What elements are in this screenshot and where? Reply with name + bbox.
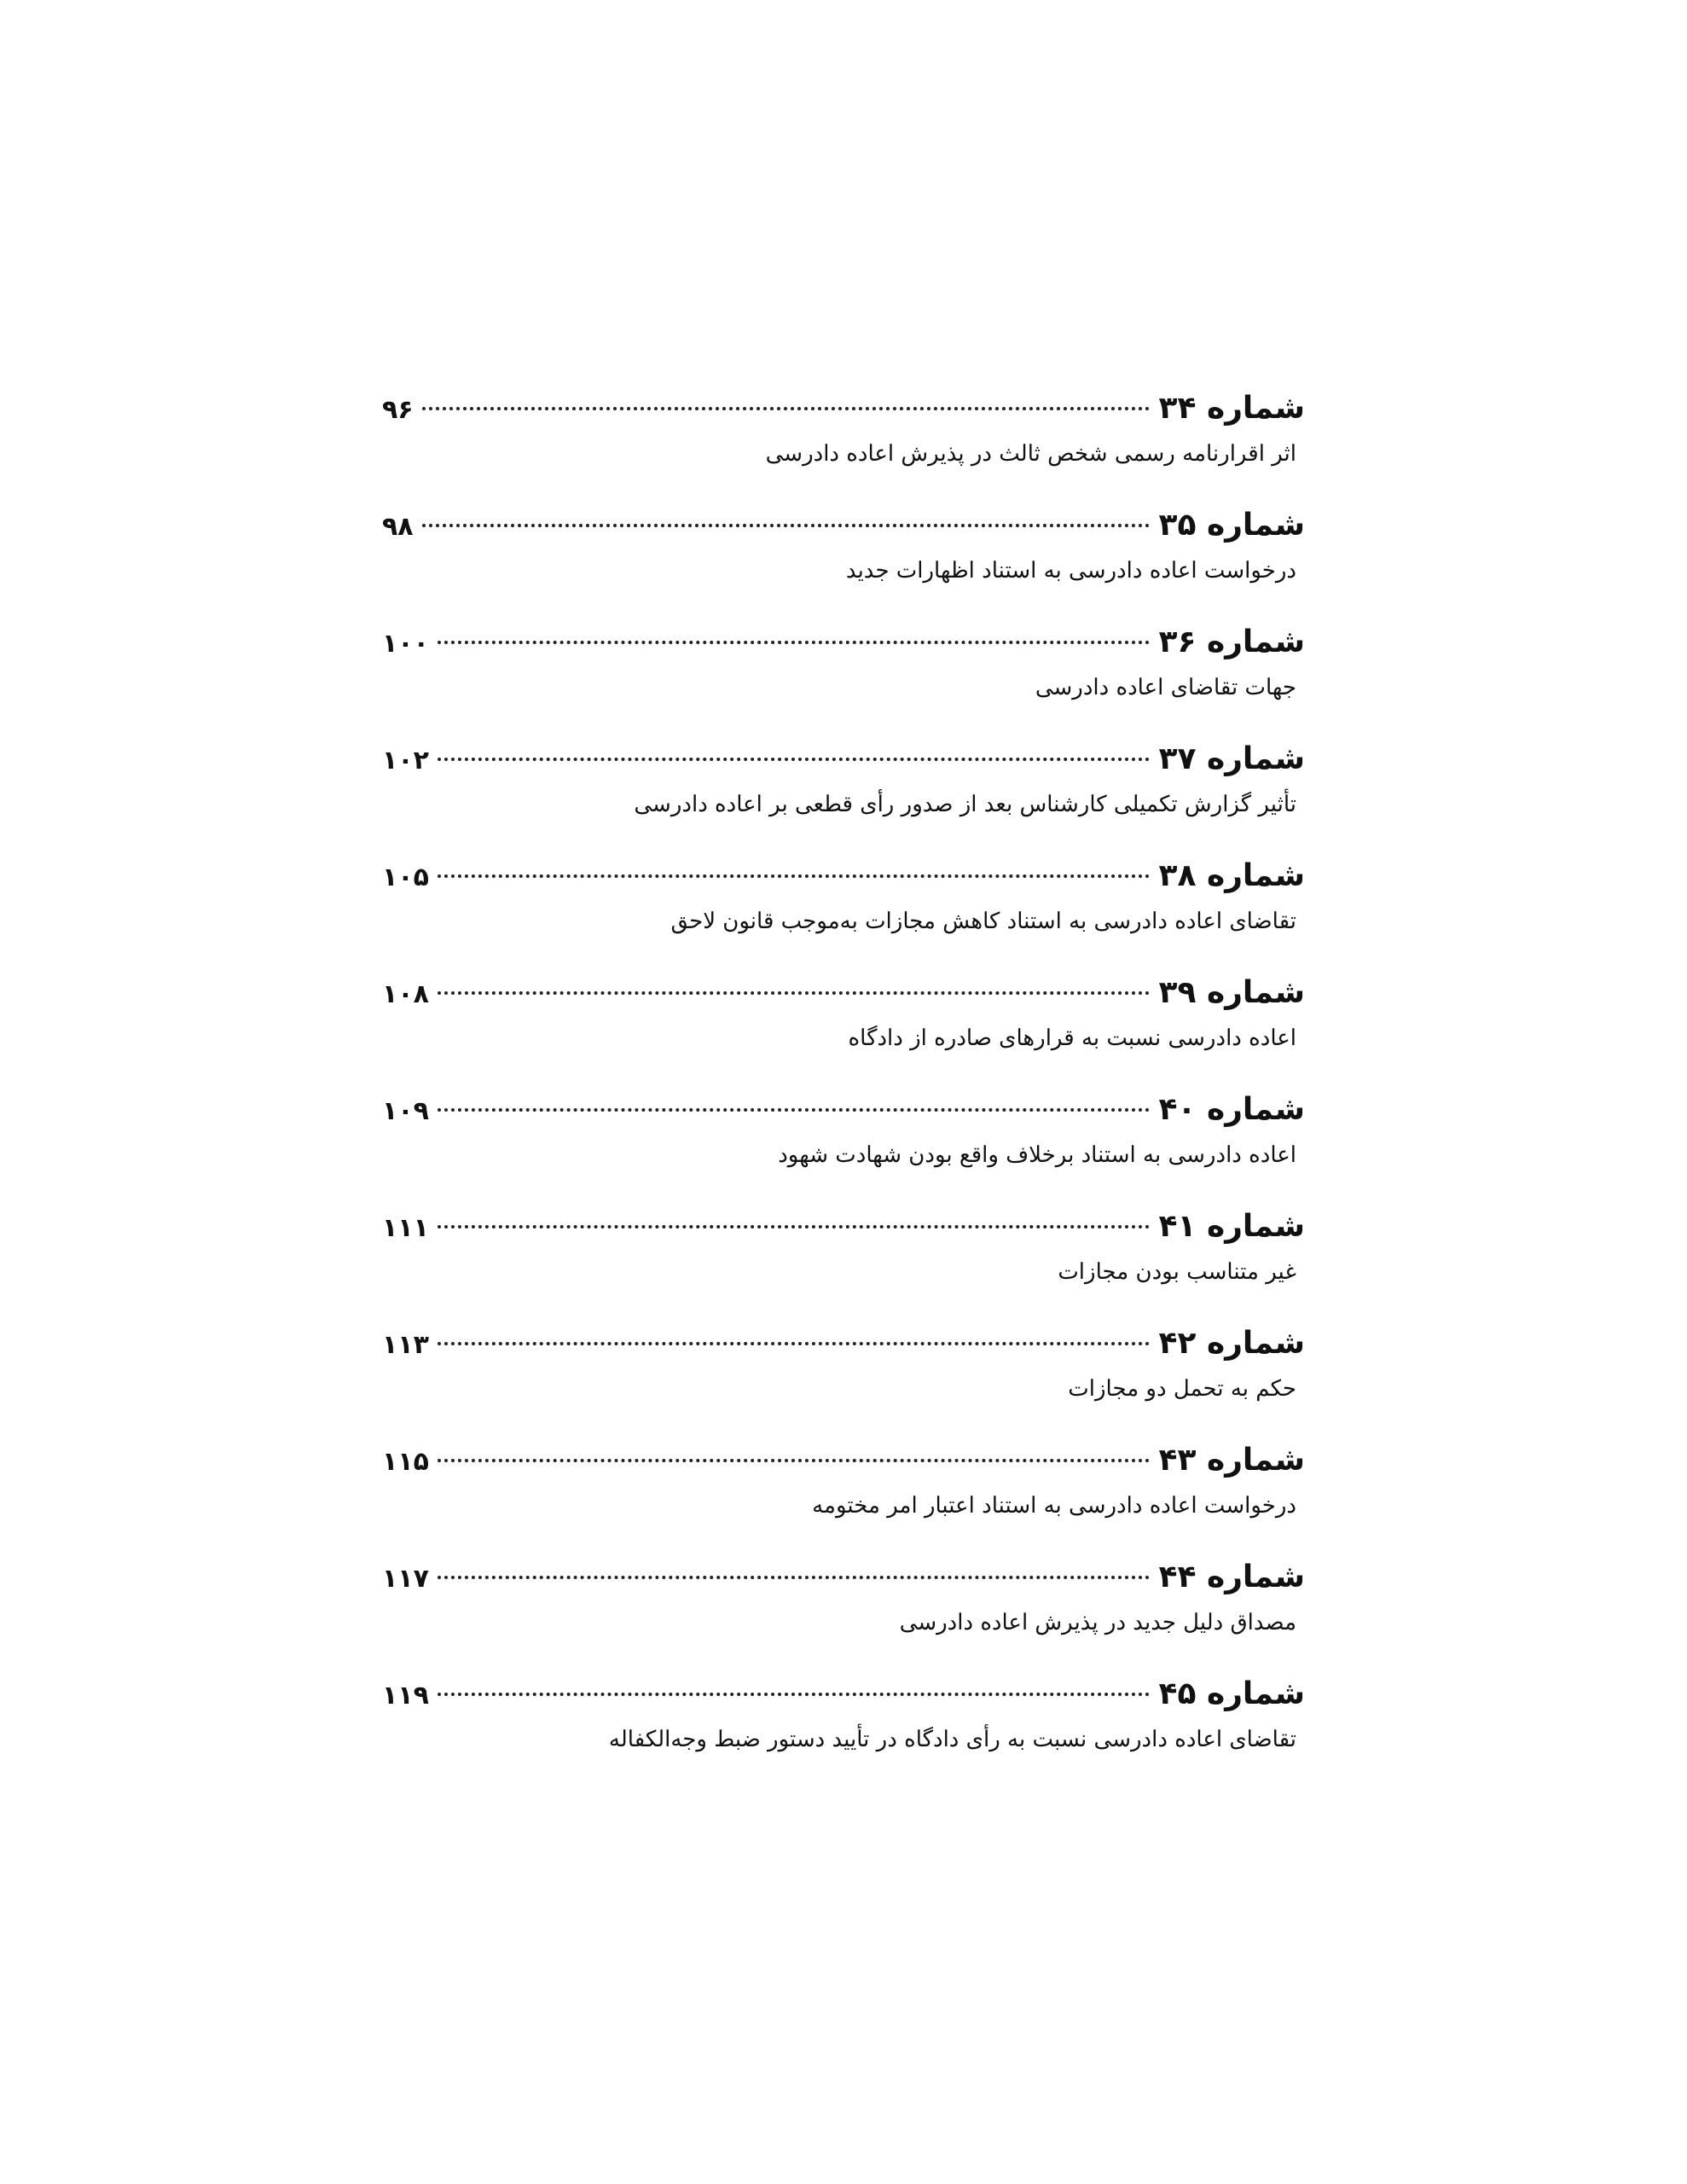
entry-subtitle: اثر اقرارنامه رسمی شخص ثالث در پذیرش اعاده دادرسی	[765, 441, 1296, 467]
entry-subtitle: حکم به تحمل دو مجازات	[1068, 1376, 1296, 1402]
dot-leader	[438, 874, 1151, 878]
page-number: ۱۱۱	[382, 1213, 429, 1243]
entry-subtitle: تأثیر گزارش تکمیلی کارشناس بعد از صدور رأی قطعی بر اعاده دادرسی	[634, 792, 1296, 817]
toc-entry-heading	[382, 1551, 1305, 1604]
toc-entry-heading	[382, 616, 1305, 669]
entry-number: شماره ۴۳	[1158, 1443, 1305, 1478]
page-number: ۱۰۰	[382, 629, 429, 659]
entry-number: شماره ۳۸	[1158, 858, 1305, 893]
dot-leader	[422, 524, 1151, 527]
entry-subtitle: اعاده دادرسی به استناد برخلاف واقع بودن شهادت شهود	[778, 1142, 1296, 1168]
toc-entry-44[interactable]	[382, 1551, 1305, 1668]
entry-number: شماره ۴۵	[1158, 1676, 1305, 1711]
page-number: ۹۶	[382, 395, 414, 425]
entry-number: شماره ۴۲	[1158, 1326, 1305, 1361]
entry-number: شماره ۴۱	[1158, 1209, 1305, 1244]
toc-entry-heading	[382, 1200, 1305, 1253]
entry-number: شماره ۳۶	[1158, 624, 1305, 659]
toc-entry-42[interactable]	[382, 1317, 1305, 1434]
dot-leader	[438, 1108, 1151, 1112]
toc-entry-37[interactable]	[382, 733, 1305, 850]
toc-entry-heading	[382, 1083, 1305, 1136]
entry-number: شماره ۳۷	[1158, 741, 1305, 776]
entry-subtitle: درخواست اعاده دادرسی به استناد اظهارات جدید	[845, 558, 1296, 584]
page-number: ۱۰۲	[382, 746, 429, 775]
entry-number: شماره ۴۴	[1158, 1560, 1305, 1594]
toc-entry-heading	[382, 850, 1305, 903]
toc-entry-heading	[382, 1434, 1305, 1487]
dot-leader	[438, 1459, 1151, 1462]
entry-number: شماره ۳۹	[1158, 975, 1305, 1010]
page-number: ۱۱۳	[382, 1330, 429, 1360]
entry-number: شماره ۳۴	[1158, 391, 1305, 426]
page-number: ۱۱۵	[382, 1447, 429, 1477]
page-number: ۱۱۷	[382, 1564, 429, 1594]
dot-leader	[438, 991, 1151, 995]
toc-entry-38[interactable]	[382, 850, 1305, 967]
entry-subtitle: جهات تقاضای اعاده دادرسی	[1035, 675, 1296, 700]
entry-number: شماره ۴۰	[1158, 1092, 1305, 1127]
toc-entry-heading	[382, 382, 1305, 435]
entry-number: شماره ۳۵	[1158, 508, 1305, 543]
page-number: ۱۰۹	[382, 1096, 429, 1126]
entry-subtitle: درخواست اعاده دادرسی به استناد اعتبار امر مختومه	[812, 1493, 1296, 1519]
toc-entry-40[interactable]	[382, 1083, 1305, 1200]
toc-entry-43[interactable]	[382, 1434, 1305, 1551]
toc-entry-36[interactable]	[382, 616, 1305, 733]
toc-entry-heading	[382, 499, 1305, 552]
entry-subtitle: اعاده دادرسی نسبت به قرارهای صادره از دادگاه	[848, 1025, 1296, 1051]
toc-entry-35[interactable]	[382, 499, 1305, 616]
page-number: ۱۱۹	[382, 1681, 429, 1711]
entry-subtitle: تقاضای اعاده دادرسی نسبت به رأی دادگاه در تأیید دستور ضبط وجه‌الکفاله	[608, 1727, 1296, 1752]
dot-leader	[438, 758, 1151, 761]
entry-subtitle: غیر متناسب بودن مجازات	[1058, 1259, 1296, 1285]
dot-leader	[422, 407, 1151, 410]
entry-subtitle: تقاضای اعاده دادرسی به استناد کاهش مجازات به‌موجب قانون لاحق	[670, 909, 1296, 934]
dot-leader	[438, 1342, 1151, 1345]
toc-entry-34[interactable]	[382, 382, 1305, 499]
toc-entry-heading	[382, 967, 1305, 1019]
dot-leader	[438, 1225, 1151, 1228]
dot-leader	[438, 1576, 1151, 1579]
toc-entry-41[interactable]	[382, 1200, 1305, 1317]
toc-entry-39[interactable]	[382, 967, 1305, 1083]
page-number: ۹۸	[382, 512, 414, 542]
toc-entry-45[interactable]	[382, 1668, 1305, 1785]
table-of-contents	[382, 382, 1305, 1785]
dot-leader	[438, 1693, 1151, 1696]
dot-leader	[438, 641, 1151, 644]
toc-entry-heading	[382, 1668, 1305, 1721]
toc-entry-heading	[382, 733, 1305, 786]
entry-subtitle: مصداق دلیل جدید در پذیرش اعاده دادرسی	[899, 1610, 1296, 1635]
page-number: ۱۰۸	[382, 979, 429, 1009]
toc-entry-heading	[382, 1317, 1305, 1370]
page-number: ۱۰۵	[382, 863, 429, 892]
